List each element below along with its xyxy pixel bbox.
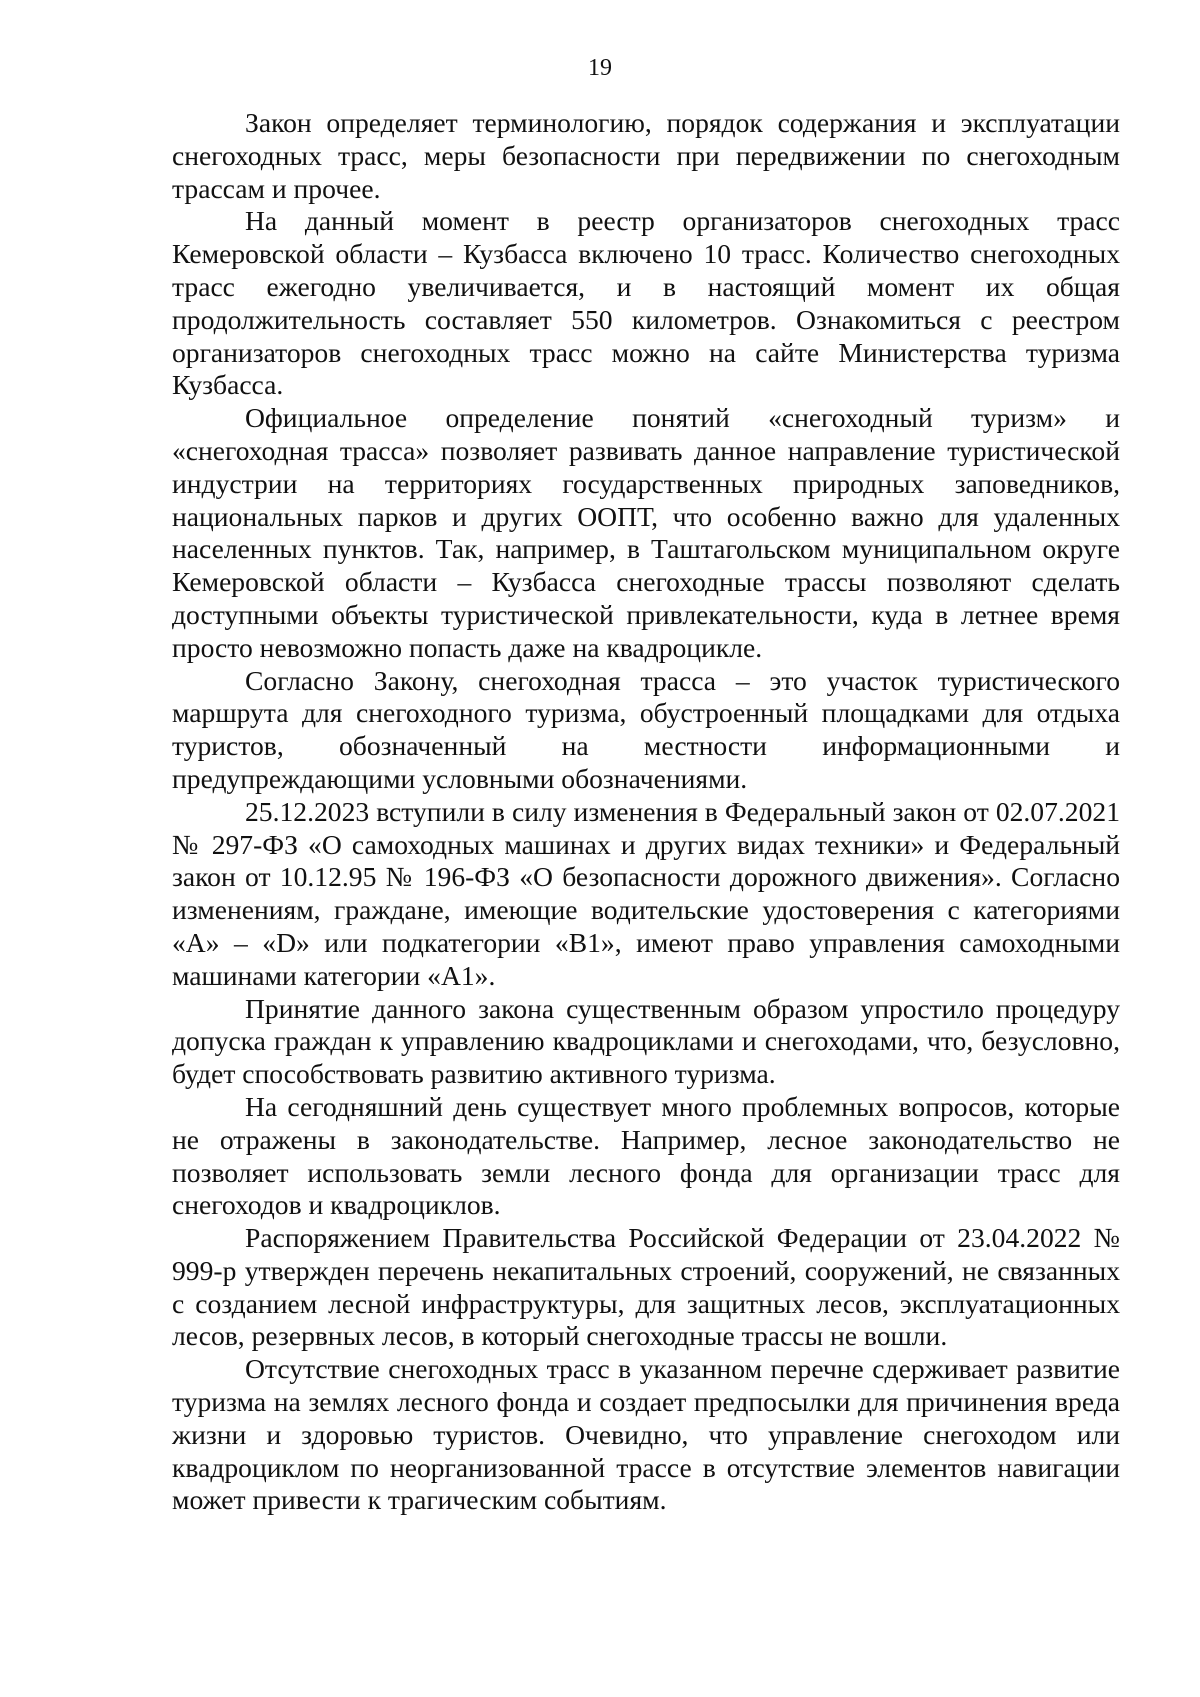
paragraph-law-adoption-effect: Принятие данного закона существенным образом упростило процедуру допуска граждан к управлению квадроциклами и снегоходами, что, безусловно, будет способствовать развитию активного туризма. — [172, 992, 1120, 1090]
paragraph-federal-law-changes: 25.12.2023 вступили в силу изменения в Федеральный закон от 02.07.2021 № 297-ФЗ «О самоходных машинах и других видах техники» и Федеральный закон от 10.12.95 № 196-ФЗ «О безопасности дорожного движения». Согласно изменениям, граждане, имеющие водительские удостоверения с категориями «А» – «D» или подкатегории «В1», имеют право управления самоходными машинами категории «А1». — [172, 795, 1120, 991]
paragraph-government-order: Распоряжением Правительства Российской Федерации от 23.04.2022 № 999-р утвержден перечень некапитальных строений, сооружений, не связанных с созданием лесной инфраструктуры, для защитных лесов, эксплуатационных лесов, резервных лесов, в который снегоходные трассы не вошли. — [172, 1222, 1120, 1352]
document-body — [172, 107, 1120, 1517]
paragraph-trail-registry: На данный момент в реестр организаторов снегоходных трасс Кемеровской области – Кузбасса включено 10 трасс. Количество снегоходных трасс ежегодно увеличивается, и в настоящий момент их общая продолжительность составляет 550 километров. Ознакомиться с реестром организаторов снегоходных трасс можно на сайте Министерства туризма Кузбасса. — [172, 205, 1120, 401]
paragraph-safety-consequences: Отсутствие снегоходных трасс в указанном перечне сдерживает развитие туризма на землях лесного фонда и создает предпосылки для причинения вреда жизни и здоровью туристов. Очевидно, что управление снегоходом или квадроциклом по неорганизованной трассе в отсутствие элементов навигации может привести к трагическим событиям. — [172, 1353, 1120, 1516]
paragraph-official-definition: Официальное определение понятий «снегоходный туризм» и «снегоходная трасса» позволяет развивать данное направление туристической индустрии на территориях государственных природных заповедников, национальных парков и других ООПТ, что особенно важно для удаленных населенных пунктов. Так, например, в Таштагольском муниципальном округе Кемеровской области – Кузбасса снегоходные трассы позволяют сделать доступными объекты туристической привлекательности, куда в летнее время просто невозможно попасть даже на квадроцикле. — [172, 402, 1120, 663]
paragraph-trail-definition: Согласно Закону, снегоходная трасса – это участок туристического маршрута для снегоходного туризма, обустроенный площадками для отдыха туристов, обозначенный на местности информационными и предупреждающими условными обозначениями. — [172, 664, 1120, 794]
paragraph-snowmobile-law-scope: Закон определяет терминологию, порядок содержания и эксплуатации снегоходных трасс, меры безопасности при передвижении по снегоходным трассам и прочее. — [172, 107, 1120, 204]
paragraph-problem-issues: На сегодняшний день существует много проблемных вопросов, которые не отражены в законодательстве. Например, лесное законодательство не позволяет использовать земли лесного фонда для организации трасс для снегоходов и квадроциклов. — [172, 1090, 1120, 1221]
page-number: 19 — [588, 55, 612, 81]
